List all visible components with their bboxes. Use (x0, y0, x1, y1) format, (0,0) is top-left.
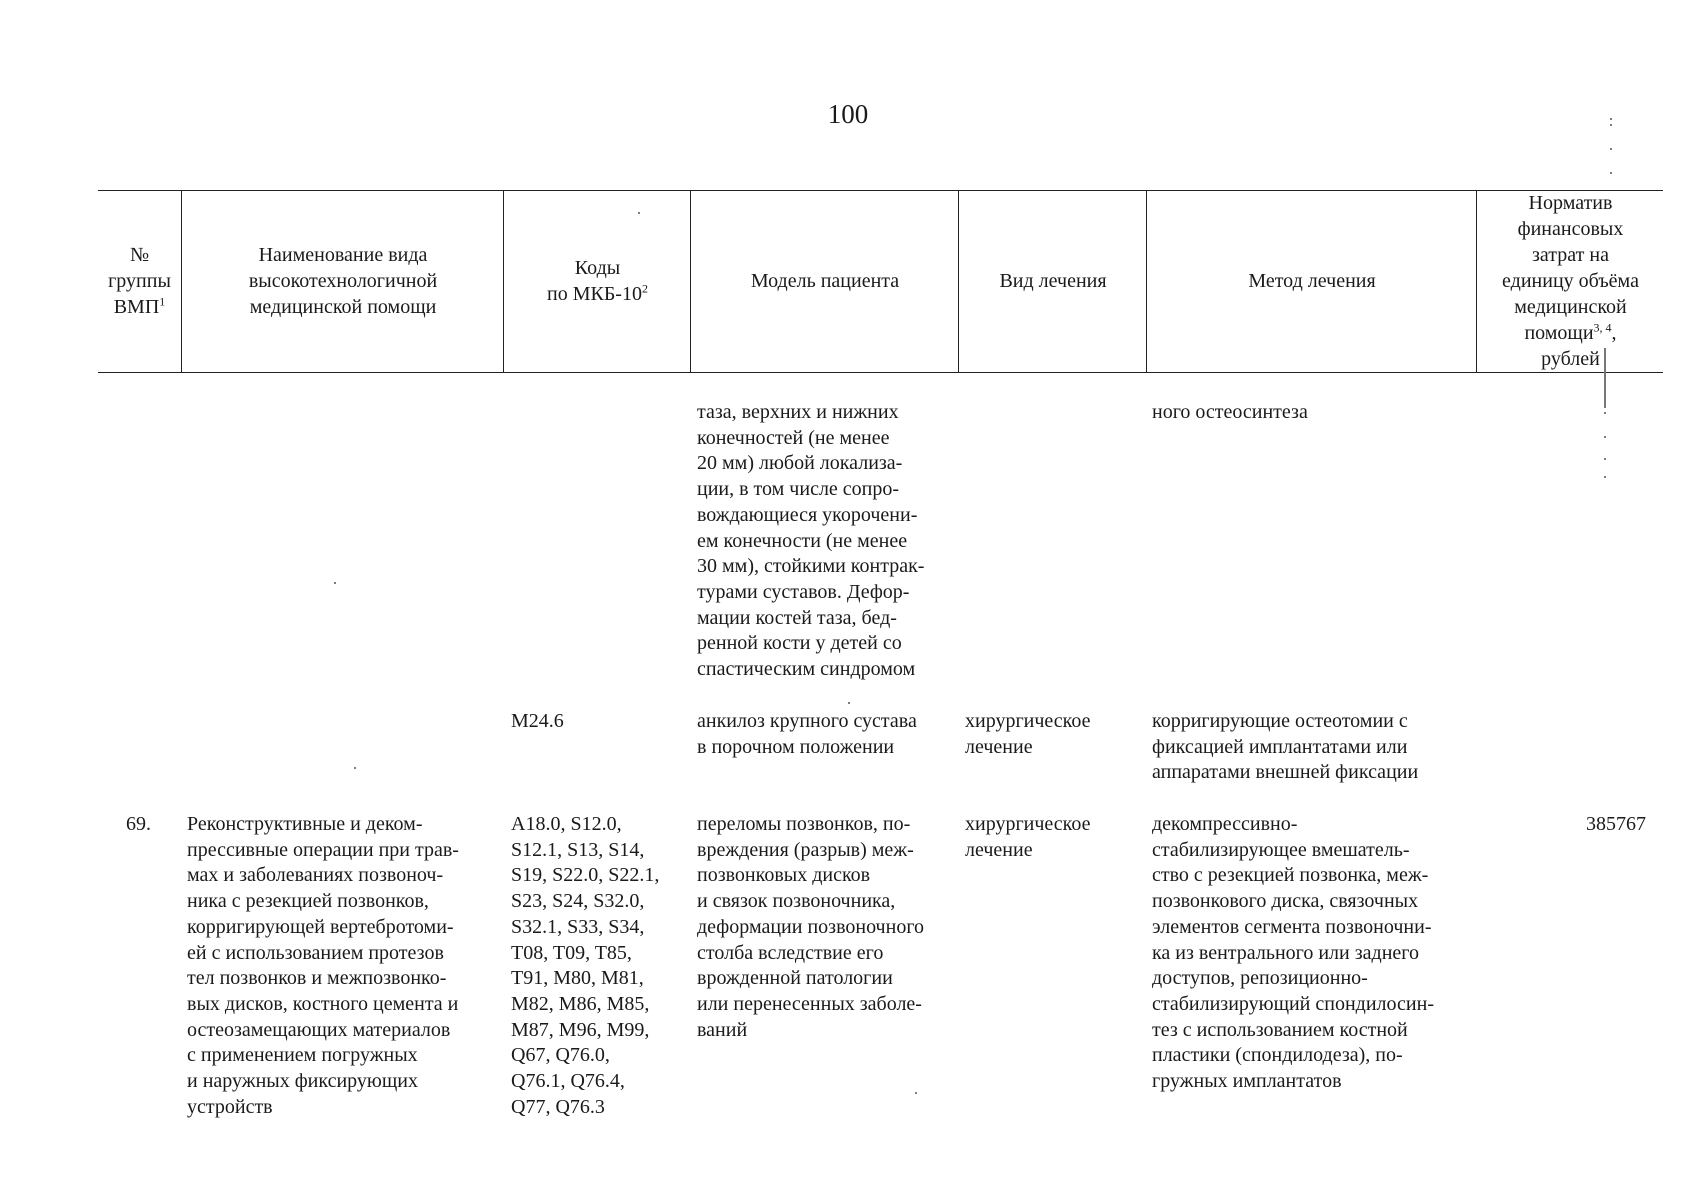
footnote-marker: 3, 4 (1593, 320, 1612, 335)
scan-speck (354, 767, 356, 769)
header-icd-codes-text: Коды по МКБ-10 (547, 257, 642, 305)
footnote-marker: 2 (641, 281, 648, 296)
row-treatment-method: корригирующие остеотомии с фиксацией имплантатами или аппаратами внешней фиксации (1152, 710, 1419, 784)
header-cost-norm-unit: , рублей (1541, 322, 1617, 370)
scan-speck (1610, 118, 1612, 120)
scan-dashed-mark (1604, 348, 1606, 408)
scan-speck (1604, 436, 1606, 438)
column-divider (690, 190, 691, 372)
header-cost-norm (1478, 190, 1663, 372)
column-divider (181, 190, 182, 372)
row-treatment-type: хирургическое лечение (965, 710, 1091, 758)
header-patient-model-text: Модель пациента (750, 270, 900, 292)
header-patient-model (692, 192, 958, 370)
column-divider (1146, 190, 1147, 372)
header-treatment-type-text: Вид лечения (999, 270, 1107, 292)
row-icd-codes: A18.0, S12.0, S12.1, S13, S14, S19, S22.0, S22.1, S23, S24, S32.0, S32.1, S33, S34, T08, T09, T85, T91, M80, M81, M82, M86, M85, M87, M96, M99, Q67, Q76.0, Q76.1, Q76.4, Q77, Q76.3 (511, 813, 660, 1118)
scan-speck (1604, 458, 1606, 460)
row-cost-norm: 385767 (1586, 813, 1646, 835)
scan-speck (334, 582, 336, 584)
scan-speck (638, 212, 640, 214)
scan-speck (1604, 412, 1606, 414)
scan-speck (1610, 172, 1612, 174)
scan-speck (1604, 476, 1606, 478)
row-treatment-method: декомпрессивно- стабилизирующее вмешатель- ство с резекцией позвонка, меж- позвонкового диска, связочных элементов сегмента позвоночни- ка из вентрального или заднего доступов, репозиционно- стабилизирующий спондилосин- тез с использованием костной пластики (спондилодеза), по- гружных имплантатов (1152, 813, 1434, 1093)
footnote-marker: 1 (159, 294, 166, 309)
header-group-number-text: № группы ВМП (108, 244, 171, 318)
table-top-rule (98, 190, 1663, 191)
header-icd-codes (505, 192, 690, 370)
column-divider (1476, 190, 1477, 372)
header-care-type-text: Наименование вида высокотехнологичной медицинской помощи (248, 244, 438, 318)
scan-speck (848, 702, 850, 704)
row-treatment-type: хирургическое лечение (965, 813, 1091, 861)
row-patient-model: переломы позвонков, по- вреждения (разрыв) меж- позвонковых дисков и связок позвоночника, деформации позвоночного столба вследствие его врожденной патологии или перенесенных заболе- ваний (697, 813, 925, 1041)
row-patient-model: таза, верхних и нижних конечностей (не менее 20 мм) любой локализа- ции, в том числе сопро- вождающиеся укорочени- ем конечности (не менее 30 мм), стойкими контрак- турами суставов. Дефор- мации костей таза, бед- ренной кости у детей со спастическим синдромом (697, 401, 925, 681)
row-icd-codes: M24.6 (511, 710, 564, 732)
column-divider (958, 190, 959, 372)
row-patient-model: анкилоз крупного сустава в порочном положении (697, 710, 917, 758)
scan-speck (1610, 124, 1612, 126)
page-number: 100 (827, 99, 869, 129)
header-treatment-type (960, 192, 1146, 370)
row-care-type: Реконструктивные и деком- прессивные операции при трав- мах и заболеваниях позвоноч- ника с резекцией позвонков, корригирующей вертебротоми- ей с использованием протезов тел позвонков и межпозвонко- вых дисков, костного цемента и остеозамещающих материалов с применением погружных и наружных фиксирующих устройств (187, 813, 459, 1118)
scan-speck (915, 1092, 917, 1094)
header-bottom-rule (98, 372, 1663, 373)
row-treatment-method: ного остеосинтеза (1152, 401, 1308, 423)
header-treatment-method-text: Метод лечения (1248, 270, 1376, 292)
header-group-number (98, 192, 181, 370)
row-group-number: 69. (126, 813, 151, 835)
scan-speck (1610, 148, 1612, 150)
column-divider (503, 190, 504, 372)
header-treatment-method (1148, 192, 1476, 370)
header-care-type (183, 192, 503, 370)
header-cost-norm-text: Норматив финансовых затрат на единицу объёма медицинской помощи (1502, 192, 1639, 344)
